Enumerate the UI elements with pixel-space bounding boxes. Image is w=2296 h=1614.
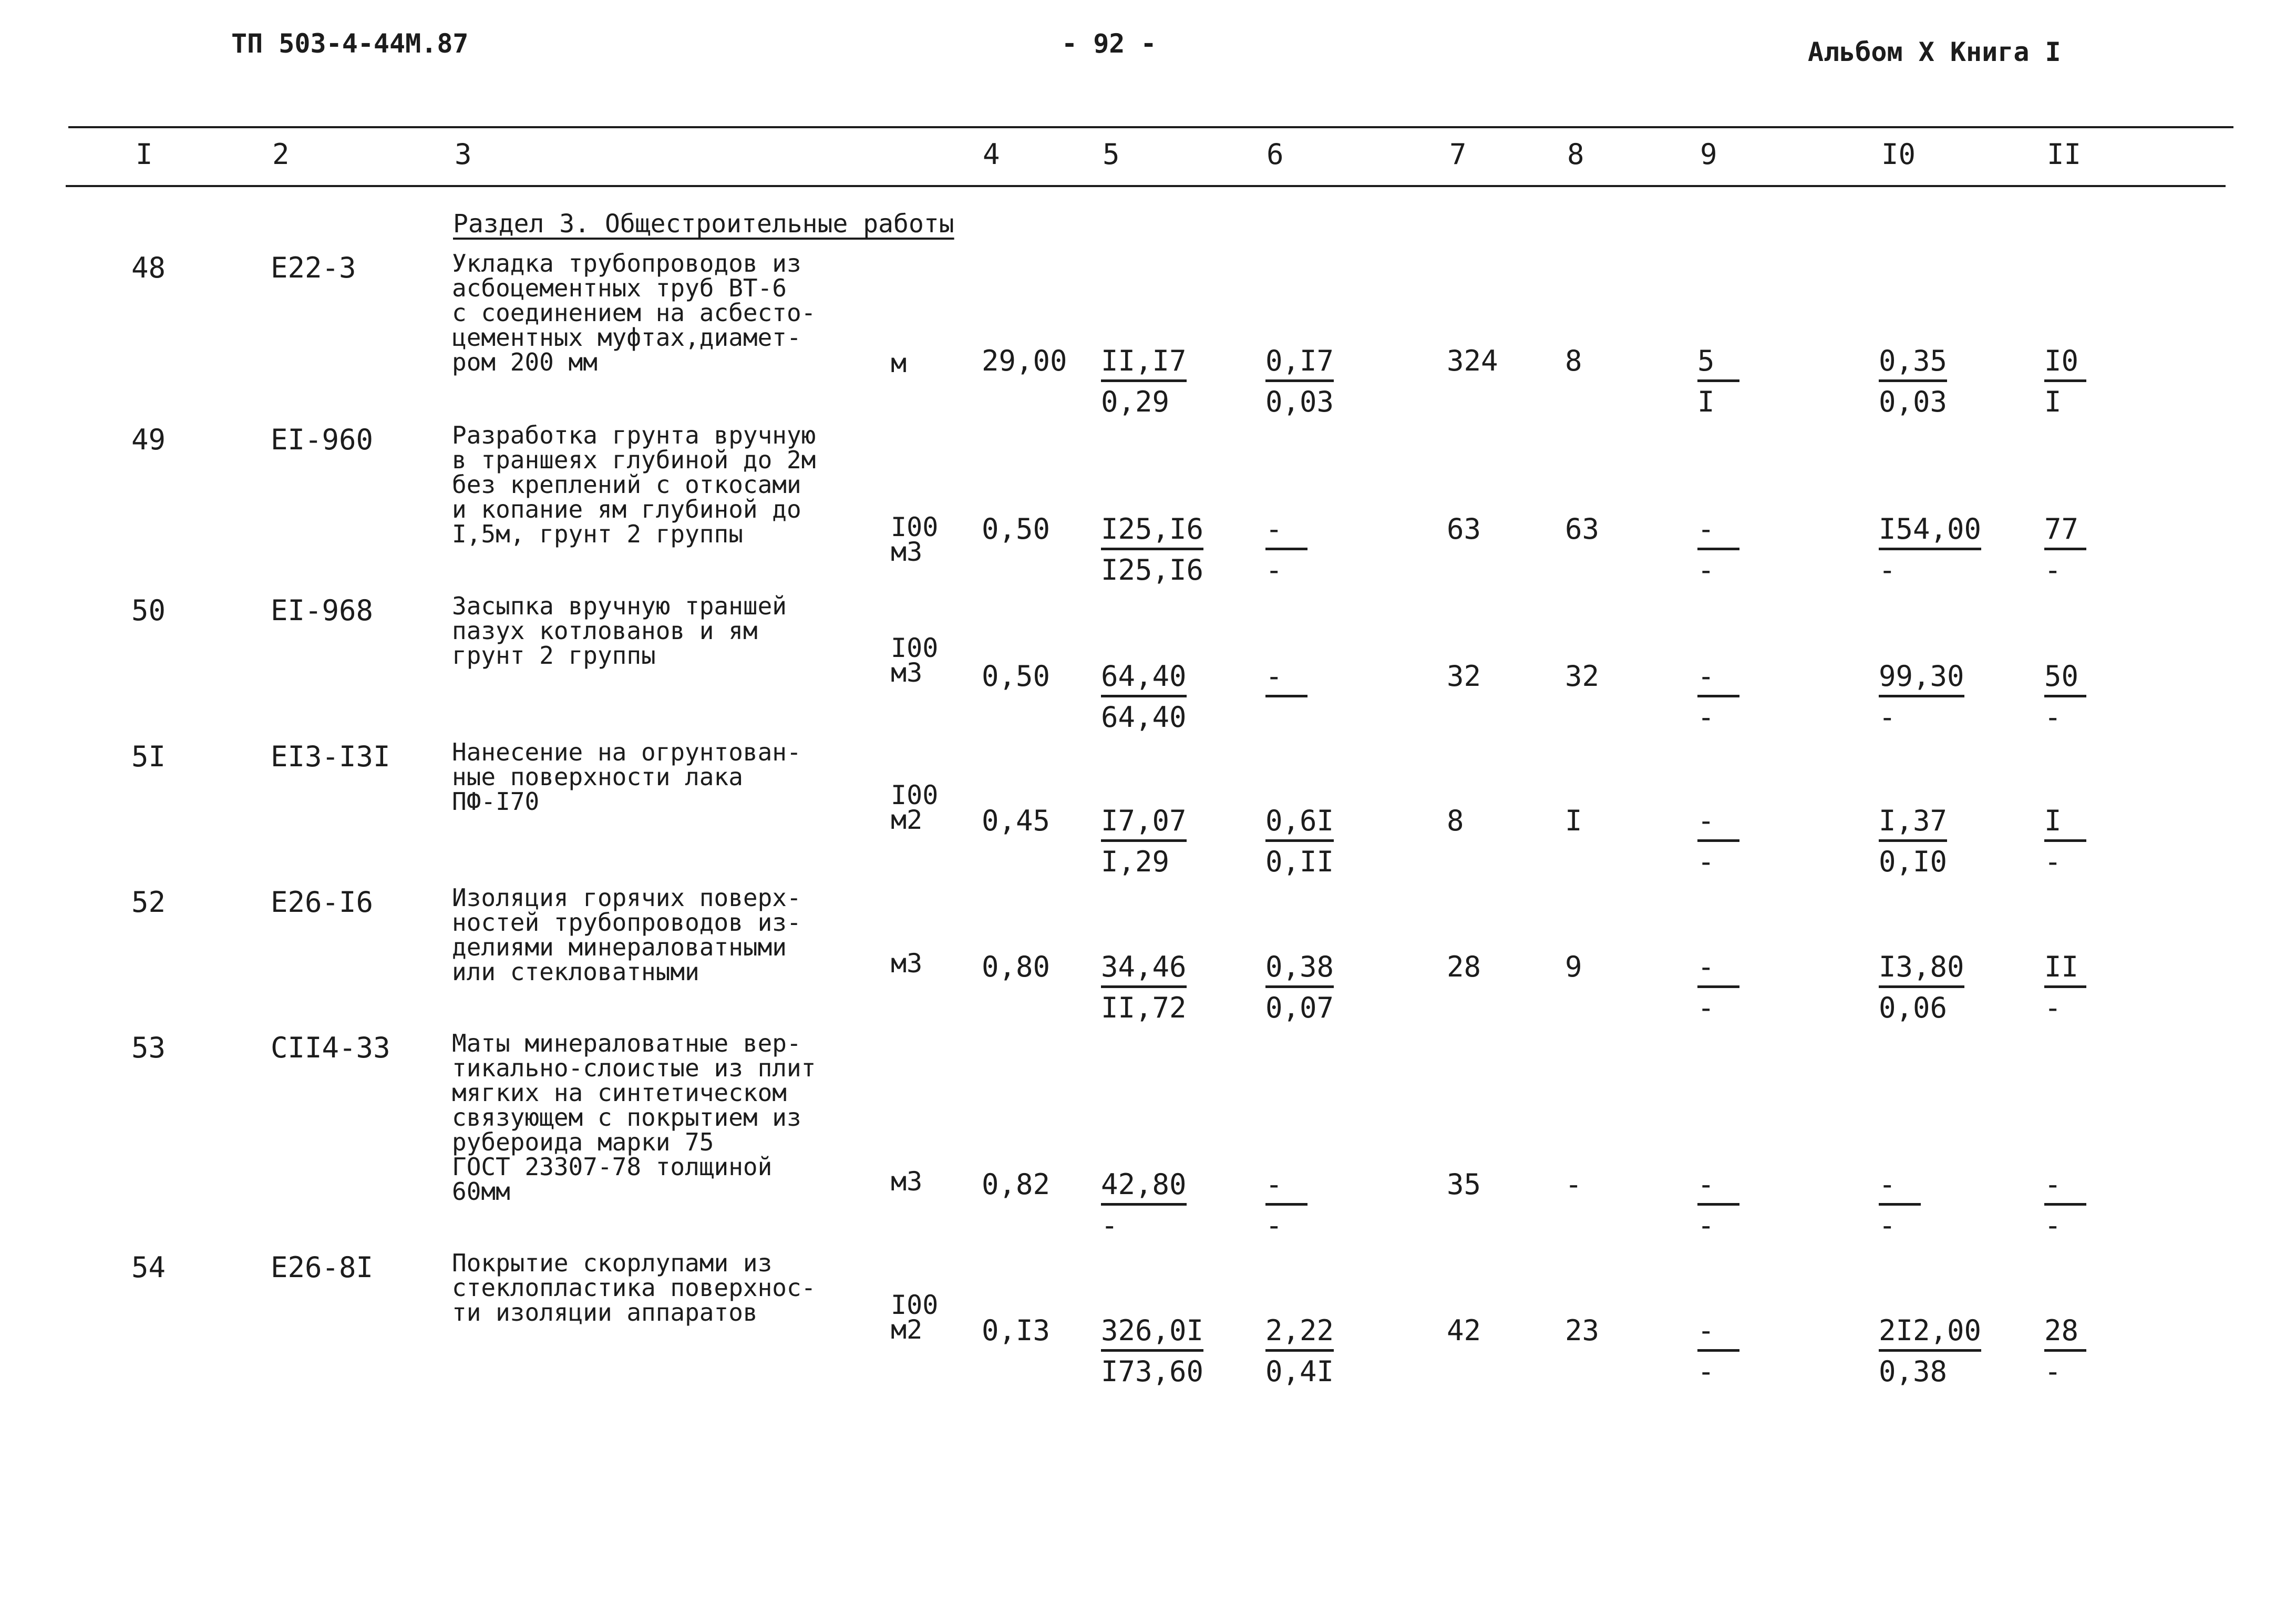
col11-value-denominator: -: [2044, 701, 2062, 734]
col8-value: 23: [1565, 1314, 1600, 1347]
work-description: Нанесение на огрунтован- ные поверхности лака ПФ-I70: [452, 738, 801, 816]
col10-value-numerator: I3,80: [1879, 950, 1964, 988]
col11-value-denominator: -: [2044, 991, 2062, 1024]
norm-code: EI-968: [271, 594, 374, 627]
album-reference: Альбом X Книга I: [1808, 37, 2061, 67]
col10-value-numerator: I54,00: [1879, 512, 1981, 550]
unit-of-measure: I00 м2: [891, 1290, 939, 1345]
col6-value: [1265, 512, 1307, 587]
col6-value-denominator: 0,II: [1265, 845, 1334, 878]
col11-value: [2044, 1168, 2086, 1242]
col11-value-denominator: -: [2044, 553, 2062, 587]
col6-value: [1265, 344, 1334, 418]
col9-value-denominator: I: [1697, 385, 1715, 418]
unit-of-measure: м3: [891, 1166, 923, 1197]
col5-value-numerator: 34,46: [1101, 950, 1187, 988]
col10-value-numerator: 99,30: [1879, 660, 1964, 697]
unit-of-measure: м3: [891, 948, 923, 979]
column-header: 3: [455, 138, 472, 171]
col5-value-numerator: I25,I6: [1101, 512, 1203, 550]
col6-value: [1265, 660, 1307, 701]
col7-value: 35: [1447, 1168, 1481, 1201]
col8-value: 8: [1565, 344, 1582, 377]
col9-value: [1697, 950, 1739, 1024]
norm-code: CII4-33: [271, 1031, 390, 1064]
quantity: 0,50: [982, 660, 1051, 693]
col6-value-numerator: 0,38: [1265, 950, 1334, 988]
col8-value: 63: [1565, 512, 1600, 546]
column-header: 4: [983, 138, 1000, 171]
row-number: 48: [131, 251, 166, 284]
row-number: 50: [131, 594, 166, 627]
work-description: Изоляция горячих поверх- ностей трубопроводов из- делиями минераловатными или стекловатными: [452, 883, 801, 986]
col5-value-numerator: 326,0I: [1101, 1314, 1203, 1352]
row-number: 5I: [131, 740, 166, 773]
col6-value-numerator: -: [1265, 1168, 1307, 1206]
col5-value-numerator: 64,40: [1101, 660, 1187, 697]
col11-value-denominator: -: [2044, 1209, 2062, 1242]
col9-value: [1697, 1314, 1739, 1388]
col6-value: [1265, 804, 1334, 878]
col10-value: [1879, 512, 1981, 587]
quantity: 0,82: [982, 1168, 1051, 1201]
col10-value: [1879, 660, 1964, 734]
col9-value-numerator: -: [1697, 1314, 1739, 1352]
col6-value-numerator: 0,6I: [1265, 804, 1334, 842]
quantity: 29,00: [982, 344, 1067, 377]
col9-value-denominator: -: [1697, 701, 1715, 734]
col5-value: [1101, 512, 1203, 587]
col11-value-numerator: 77: [2044, 512, 2086, 550]
col6-value-numerator: -: [1265, 512, 1307, 550]
col10-value-denominator: 0,03: [1879, 385, 1948, 418]
col10-value-denominator: 0,38: [1879, 1355, 1948, 1388]
table-header-rule: [66, 185, 2226, 187]
col9-value: [1697, 660, 1739, 734]
col6-value: [1265, 950, 1334, 1024]
col5-value: [1101, 660, 1187, 734]
col10-value-denominator: 0,06: [1879, 991, 1948, 1024]
quantity: 0,I3: [982, 1314, 1051, 1347]
col9-value: [1697, 1168, 1739, 1242]
col6-value-denominator: 0,4I: [1265, 1355, 1334, 1388]
work-description: Засыпка вручную траншей пазух котлованов и ям грунт 2 группы: [452, 592, 787, 670]
col9-value-denominator: -: [1697, 553, 1715, 587]
col7-value: 324: [1447, 344, 1498, 377]
col5-value: [1101, 804, 1187, 878]
col5-value: [1101, 344, 1187, 418]
column-header: 7: [1449, 138, 1467, 171]
col11-value-denominator: -: [2044, 1355, 2062, 1388]
col10-value-denominator: -: [1879, 1209, 1896, 1242]
col10-value: [1879, 344, 1947, 418]
column-header: II: [2047, 138, 2082, 171]
column-header: I0: [1881, 138, 1916, 171]
unit-of-measure: м: [891, 348, 907, 378]
col10-value-numerator: 0,35: [1879, 344, 1947, 382]
col10-value-numerator: -: [1879, 1168, 1921, 1206]
column-header: I: [136, 138, 153, 171]
norm-code: E26-8I: [271, 1251, 374, 1284]
col10-value-numerator: I,37: [1879, 804, 1947, 842]
col11-value: [2044, 344, 2086, 418]
col9-value: [1697, 512, 1739, 587]
col6-value: [1265, 1168, 1307, 1242]
page-number: - 92 -: [1062, 28, 1157, 59]
col5-value-denominator: I,29: [1101, 845, 1170, 878]
col11-value: [2044, 1314, 2086, 1388]
col5-value-denominator: I73,60: [1101, 1355, 1204, 1388]
col11-value-denominator: -: [2044, 845, 2062, 878]
col6-value-denominator: 0,07: [1265, 991, 1334, 1024]
col11-value-denominator: I: [2044, 385, 2062, 418]
col5-value-numerator: II,I7: [1101, 344, 1187, 382]
norm-code: EI-960: [271, 423, 374, 456]
work-description: Укладка трубопроводов из асбоцементных труб ВТ-6 с соединением на асбесто- цементных муфтах,диамет- ром 200 мм: [452, 249, 816, 376]
col5-value-numerator: I7,07: [1101, 804, 1187, 842]
unit-of-measure: I00 м3: [891, 512, 939, 567]
column-header: 2: [272, 138, 290, 171]
col6-value-numerator: 0,I7: [1265, 344, 1334, 382]
col9-value-numerator: -: [1697, 804, 1739, 842]
col11-value-numerator: 28: [2044, 1314, 2086, 1352]
col7-value: 42: [1447, 1314, 1481, 1347]
norm-code: E22-3: [271, 251, 356, 284]
col11-value-numerator: 50: [2044, 660, 2086, 697]
col5-value-denominator: 64,40: [1101, 701, 1187, 734]
col5-value: [1101, 1168, 1187, 1242]
col9-value-denominator: -: [1697, 1355, 1715, 1388]
col9-value-denominator: -: [1697, 845, 1715, 878]
col9-value-numerator: -: [1697, 950, 1739, 988]
col8-value: I: [1565, 804, 1582, 837]
document-code: ТП 503-4-44М.87: [231, 28, 469, 59]
col10-value: [1879, 804, 1947, 878]
col6-value: [1265, 1314, 1334, 1388]
col6-value-numerator: 2,22: [1265, 1314, 1334, 1352]
col10-value: [1879, 1314, 1981, 1388]
col5-value-denominator: 0,29: [1101, 385, 1170, 418]
col10-value: [1879, 950, 1964, 1024]
col11-value-numerator: I0: [2044, 344, 2086, 382]
col7-value: 32: [1447, 660, 1481, 693]
col10-value-denominator: -: [1879, 553, 1896, 587]
col7-value: 28: [1447, 950, 1481, 983]
col11-value: [2044, 660, 2086, 734]
col5-value-numerator: 42,80: [1101, 1168, 1187, 1206]
row-number: 53: [131, 1031, 166, 1064]
col10-value-numerator: 2I2,00: [1879, 1314, 1981, 1352]
column-header: 9: [1700, 138, 1717, 171]
work-description: Покрытие скорлупами из стеклопластика поверхнос- ти изоляции аппаратов: [452, 1249, 816, 1327]
col6-value-numerator: -: [1265, 660, 1307, 697]
col5-value-denominator: I25,I6: [1101, 553, 1204, 587]
col7-value: 8: [1447, 804, 1464, 837]
col9-value-numerator: -: [1697, 512, 1739, 550]
section-title: Раздел 3. Общестроительные работы: [453, 209, 954, 239]
col10-value-denominator: 0,I0: [1879, 845, 1948, 878]
col9-value-denominator: -: [1697, 1209, 1715, 1242]
row-number: 52: [131, 886, 166, 919]
col5-value: [1101, 1314, 1203, 1388]
column-header: 6: [1267, 138, 1284, 171]
col9-value-denominator: -: [1697, 991, 1715, 1024]
col6-value-denominator: -: [1265, 553, 1283, 587]
col11-value: [2044, 804, 2086, 878]
norm-code: EI3-I3I: [271, 740, 390, 773]
quantity: 0,50: [982, 512, 1051, 546]
col7-value: 63: [1447, 512, 1481, 546]
col9-value-numerator: 5: [1697, 344, 1739, 382]
col8-value: -: [1565, 1168, 1582, 1201]
column-header: 8: [1567, 138, 1584, 171]
col5-value-denominator: -: [1101, 1209, 1118, 1242]
col9-value-numerator: -: [1697, 1168, 1739, 1206]
col10-value: [1879, 1168, 1921, 1242]
col11-value: [2044, 950, 2086, 1024]
col10-value-denominator: -: [1879, 701, 1896, 734]
col9-value: [1697, 804, 1739, 878]
col9-value-numerator: -: [1697, 660, 1739, 697]
col11-value-numerator: II: [2044, 950, 2086, 988]
col9-value: [1697, 344, 1739, 418]
col8-value: 9: [1565, 950, 1582, 983]
col11-value-numerator: -: [2044, 1168, 2086, 1206]
row-number: 49: [131, 423, 166, 456]
col5-value: [1101, 950, 1187, 1024]
work-description: Разработка грунта вручную в траншеях глубиной до 2м без креплений с откосами и копание ям глубиной до I,5м, грунт 2 группы: [452, 421, 816, 548]
quantity: 0,45: [982, 804, 1051, 837]
col8-value: 32: [1565, 660, 1600, 693]
col6-value-denominator: 0,03: [1265, 385, 1334, 418]
quantity: 0,80: [982, 950, 1051, 983]
col5-value-denominator: II,72: [1101, 991, 1187, 1024]
column-header: 5: [1103, 138, 1120, 171]
row-number: 54: [131, 1251, 166, 1284]
col11-value: [2044, 512, 2086, 587]
unit-of-measure: I00 м3: [891, 633, 939, 688]
work-description: Маты минераловатные вер- тикально-слоистые из плит мягких на синтетическом связующем с покрытием из рубероида марки 75 ГОСТ 23307-78 толщиной 60мм: [452, 1029, 816, 1206]
col6-value-denominator: -: [1265, 1209, 1283, 1242]
col11-value-numerator: I: [2044, 804, 2086, 842]
table-top-rule: [68, 126, 2233, 128]
unit-of-measure: I00 м2: [891, 780, 939, 835]
norm-code: E26-I6: [271, 886, 374, 919]
